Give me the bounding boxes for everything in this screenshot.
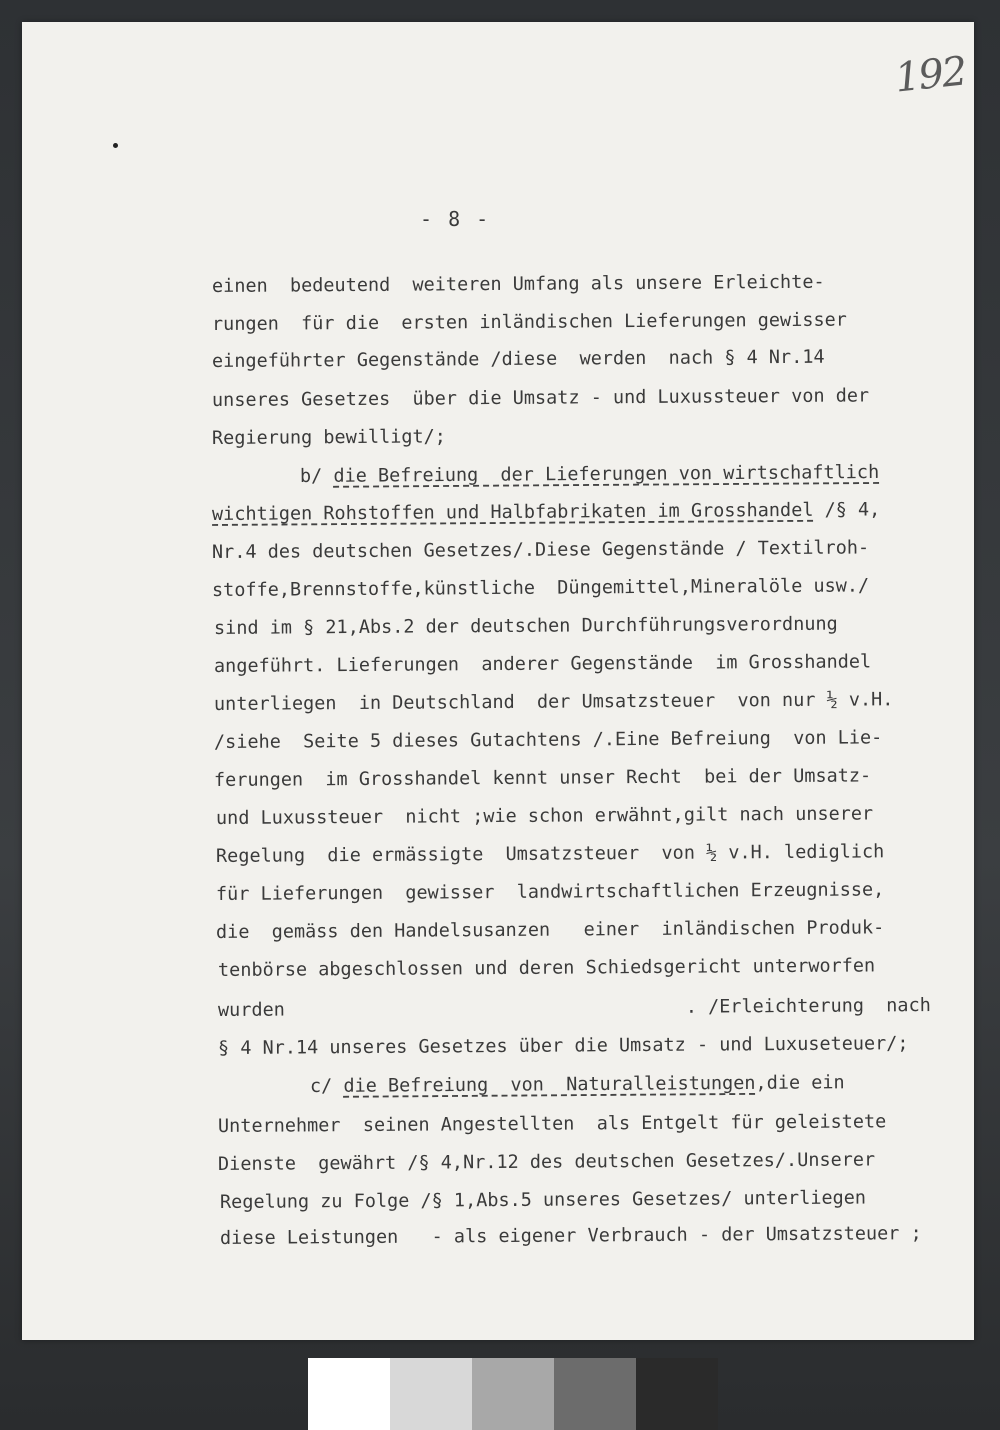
- text-line-content: tenbörse abgeschlossen und deren Schiedsgericht unterworfen: [217, 955, 876, 981]
- text-line: [218, 1111, 886, 1137]
- text-line: [212, 347, 825, 372]
- text-line: [300, 462, 879, 487]
- text-line: [212, 499, 880, 525]
- folio-number: 192: [892, 48, 968, 102]
- text-line: [212, 426, 446, 449]
- text-line: [212, 272, 825, 297]
- text-line-content: ferungen im Grosshandel kennt unser Recht bei der Umsatz-: [213, 765, 872, 791]
- text-line-content: Regelung zu Folge /§ 1,Abs.5 unseres Gesetzes/ unterliegen: [219, 1187, 867, 1213]
- text-line: [218, 1149, 875, 1175]
- text-line-content: Regierung bewilligt/;: [211, 426, 446, 449]
- text-line-content: sind im § 21,Abs.2 der deutschen Durchführungsverordnung: [213, 613, 838, 639]
- text-line: [220, 1223, 922, 1249]
- calibration-strip: [308, 1358, 718, 1430]
- text-line: [216, 841, 884, 867]
- text-line: [212, 537, 869, 563]
- text-line-content: angeführt. Lieferungen anderer Gegenstände im Grosshandel: [213, 651, 872, 677]
- text-line-content: eingeführter Gegenstände /diese werden nach § 4 Nr.14: [211, 346, 825, 372]
- text-line-content: die gemäss den Handelsusanzen einer inländischen Produk-: [215, 917, 885, 943]
- underlined-heading: die Befreiung der Lieferungen von wirtschaftlich: [333, 461, 880, 487]
- text-line-content: /siehe Seite 5 dieses Gutachtens /.Eine Befreiung von Lie-: [213, 727, 883, 753]
- text-line: [220, 1187, 866, 1213]
- text-line: [218, 995, 931, 1021]
- text-line-content: Regelung die ermässigte Umsatzsteuer von ½ v.H. lediglich: [215, 841, 885, 867]
- text-line: [212, 385, 869, 411]
- text-line-content: diese Leistungen - als eigener Verbrauch - der Umsatzsteuer ;: [219, 1223, 922, 1249]
- text-line: [218, 955, 875, 981]
- page-number: - 8 -: [420, 207, 491, 231]
- text-line: [216, 917, 884, 943]
- text-line: [214, 651, 871, 677]
- text-line: [212, 310, 847, 335]
- text-line: [218, 1033, 909, 1059]
- text-line: [214, 727, 882, 753]
- text-line-content: unseres Gesetzes über die Umsatz - und Luxussteuer von der: [211, 385, 870, 411]
- text-line-content: rungen für die ersten inländischen Lieferungen gewisser: [211, 309, 847, 335]
- text-line: [214, 689, 894, 715]
- text-line-content: stoffe,Brennstoffe,künstliche Düngemittel,Mineralöle usw./: [211, 575, 870, 601]
- underlined-heading: wichtigen Rohstoffen und Halbfabrikaten im Grosshandel: [211, 499, 814, 525]
- text-line: [310, 1072, 845, 1097]
- text-line: [212, 575, 869, 601]
- text-line-content: und Luxussteuer nicht ;wie schon erwähnt,gilt nach unserer: [215, 803, 874, 829]
- underlined-heading: die Befreiung von Naturalleistungen: [343, 1072, 756, 1097]
- text-line-content: einen bedeutend weiteren Umfang als unsere Erleichte-: [211, 271, 825, 297]
- text-line-content: Dienste gewährt /§ 4,Nr.12 des deutschen Gesetzes/.Unserer: [217, 1149, 876, 1175]
- text-line: [216, 803, 873, 829]
- text-line-prefix: b/: [299, 465, 334, 487]
- text-line-content: Nr.4 des deutschen Gesetzes/.Diese Gegenstände / Textilroh-: [211, 537, 870, 563]
- text-line: [216, 879, 884, 905]
- text-line-suffix: /§ 4,: [813, 499, 881, 521]
- text-line-content: wurden . /Erleichterung nach: [217, 995, 931, 1021]
- text-line-suffix: ,die ein: [755, 1072, 845, 1094]
- text-line-content: Unternehmer seinen Angestellten als Entgelt für geleistete: [217, 1111, 887, 1137]
- text-line: [214, 765, 871, 791]
- text-line-content: § 4 Nr.14 unseres Gesetzes über die Umsatz - und Luxuseteuer/;: [217, 1033, 909, 1059]
- text-line-prefix: c/: [309, 1075, 344, 1097]
- text-line: [214, 614, 838, 639]
- text-line-content: unterliegen in Deutschland der Umsatzsteuer von nur ½ v.H.: [213, 689, 894, 715]
- text-line-content: für Lieferungen gewisser landwirtschaftlichen Erzeugnisse,: [215, 879, 885, 905]
